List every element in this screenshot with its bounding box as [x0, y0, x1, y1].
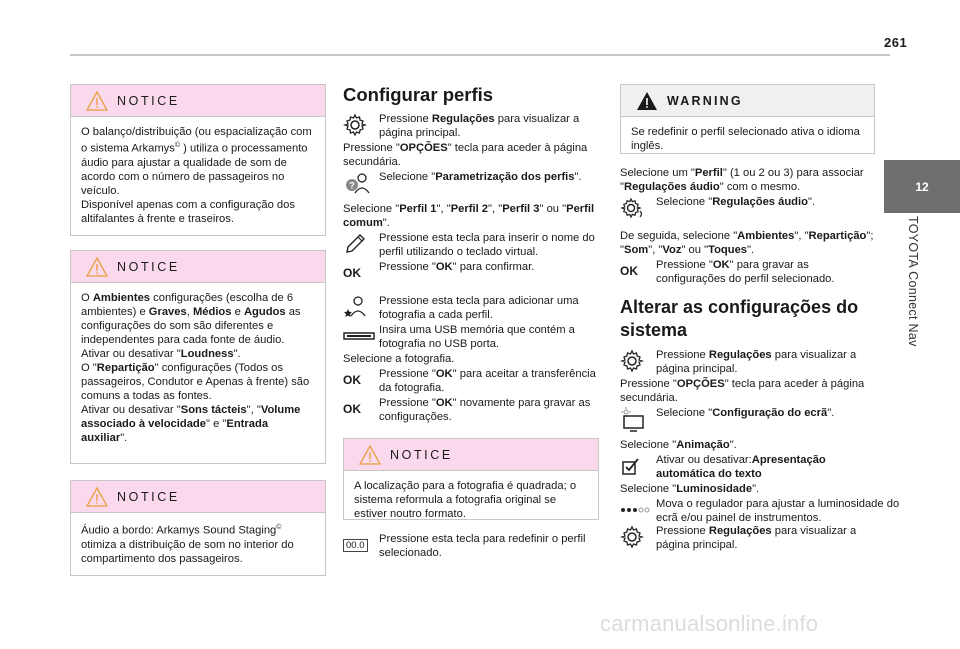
step-associate-audio: Selecione um "Perfil" (1 ou 2 ou 3) para associar "Regulações áudio" com o mesmo. [620, 167, 864, 193]
step-insert-usb: Insira uma USB memória que contém a fotografia no USB porta. [343, 323, 603, 351]
step-options-system: Pressione "OPÇÕES" tecla para aceder à página secundária. [620, 378, 865, 404]
gear-icon [343, 113, 367, 137]
warning-triangle-icon [86, 257, 108, 277]
step-reset-profile: 00.0 Pressione esta tecla para redefinir o perfil selecionado. [343, 532, 603, 560]
pencil-icon [343, 232, 367, 256]
notice-text: Disponível apenas com a configuração dos altifalantes à frente e traseiros. [81, 198, 295, 225]
step-settings: Pressione Regulações para visualizar a página principal. [343, 112, 603, 140]
chapter-number: 12 [915, 179, 929, 194]
step-slider: Mova o regulador para ajustar a luminosidade do ecrã e/ou painel de instrumentos. [620, 497, 875, 525]
warning-triangle-icon [86, 487, 108, 507]
svg-text:?: ? [349, 180, 355, 191]
step-profile-settings: ? Selecione "Parametrização dos perfis". [343, 170, 603, 196]
notice-title: NOTICE [117, 259, 180, 274]
gear-icon [620, 525, 644, 549]
usb-icon [343, 329, 375, 343]
section-heading-system: Alterar as configurações do sistema [620, 297, 859, 340]
notice-box-arkamys [70, 480, 326, 576]
warning-body: Se redefinir o perfil selecionado ativa o idioma inglês. [631, 126, 860, 152]
notice-header [344, 439, 598, 471]
step-settings-final: Pressione Regulações para visualizar a página principal. [620, 524, 875, 552]
step-select-options: De seguida, selecione "Ambientes", "Repartição"; "Som", "Voz" ou "Toques". [620, 230, 874, 256]
step-add-photo: Pressione esta tecla para adicionar uma fotografia a cada perfil. [343, 294, 603, 322]
checkbox-icon[interactable] [620, 455, 642, 477]
notice-body: O Ambientes configurações (escolha de 6 ambientes) e Graves, Médios e Agudos as configurações do som são diferentes e independentes para cada fonte de áudio. Ativar ou desativar "Loudness". O "Repartição" configurações (Todos os passageiros, Condutor e Apenas à frente) são comuns a todas as fontes. Ativar ou desativar "Sons tácteis", "Volume associado à velocidade" e "Entrada auxiliar". [81, 292, 310, 444]
step-select-photo: Selecione a fotografia. [343, 353, 455, 365]
warning-triangle-icon [359, 445, 381, 465]
ok-icon: OK [343, 266, 361, 280]
audio-settings-icon [620, 196, 646, 220]
middle-column [343, 84, 603, 561]
chapter-tab[interactable] [884, 160, 960, 213]
ok-icon: OK [343, 402, 361, 416]
notice-body: A localização para a fotografia é quadrada; o sistema reformula a fotografia original se estiver noutro formato. [354, 480, 577, 520]
notice-header [71, 85, 325, 117]
notice-text: ) utiliza o processamento áudio para ajustar a qualidade de som de acordo com o número de passageiros no veículo. [81, 142, 308, 197]
top-rule [70, 54, 890, 56]
notice-header [71, 481, 325, 513]
notice-box-balance [70, 84, 326, 236]
profile-photo-icon [343, 294, 369, 320]
warning-title: WARNING [667, 93, 743, 108]
notice-text: O balanço/distribuição (ou espacialização com o sistema Arkamys [81, 126, 312, 155]
left-column [70, 84, 326, 576]
notice-box-ambientes [70, 250, 326, 464]
right-column [620, 84, 900, 553]
step-toggle-text: Ativar ou desativar:Apresentação automática do texto [620, 453, 875, 481]
profile-help-icon [343, 171, 371, 195]
copyright-mark: © [174, 142, 181, 149]
notice-box-photo [343, 438, 599, 520]
warning-box [620, 84, 875, 154]
brightness-slider-icon[interactable] [620, 505, 650, 515]
screen-brightness-icon [620, 406, 646, 432]
notice-title: NOTICE [117, 93, 180, 108]
notice-body: Áudio a bordo: Arkamys Sound Staging© otimiza a distribuição de som no interior do compartimento dos passageiros. [81, 524, 294, 565]
step-save-audio: OK Pressione "OK" para gravar as configurações do perfil selecionado. [620, 259, 835, 285]
reset-icon: 00.0 [343, 539, 368, 552]
notice-title: NOTICE [390, 447, 453, 462]
step-settings-system: Pressione Regulações para visualizar a página principal. [620, 348, 875, 376]
notice-header [71, 251, 325, 283]
warning-triangle-icon [86, 91, 108, 111]
step-brightness: Selecione "Luminosidade". [620, 483, 760, 495]
warning-triangle-icon [636, 91, 658, 111]
step-options: Pressione "OPÇÕES" tecla para aceder à página secundária. [343, 142, 588, 168]
step-save: OK Pressione "OK" novamente para gravar as configurações. [343, 397, 591, 423]
page-number: 261 [884, 35, 908, 50]
step-confirm: OK Pressione "OK" para confirmar. [343, 260, 603, 286]
ok-icon: OK [620, 264, 638, 278]
step-select-profile: Selecione "Perfil 1", "Perfil 2", "Perfil 3" ou "Perfil comum". [343, 203, 595, 229]
step-audio-settings: Selecione "Regulações áudio". [620, 195, 875, 221]
warning-header [621, 85, 874, 117]
ok-icon: OK [343, 373, 361, 387]
notice-title: NOTICE [117, 489, 180, 504]
notice-body [71, 117, 325, 235]
step-animation: Selecione "Animação". [620, 439, 737, 451]
section-heading-profiles: Configurar perfis [343, 84, 494, 105]
chapter-title: TOYOTA Connect Nav [906, 216, 920, 347]
step-accept-photo: OK Pressione "OK" para aceitar a transferência da fotografia. [343, 368, 596, 394]
step-screen-config: Selecione "Configuração do ecrã". [620, 406, 875, 432]
gear-icon [620, 349, 644, 373]
watermark: carmanualsonline.info [600, 611, 819, 636]
step-edit-name: Pressione esta tecla para inserir o nome do perfil utilizando o teclado virtual. [343, 231, 603, 259]
